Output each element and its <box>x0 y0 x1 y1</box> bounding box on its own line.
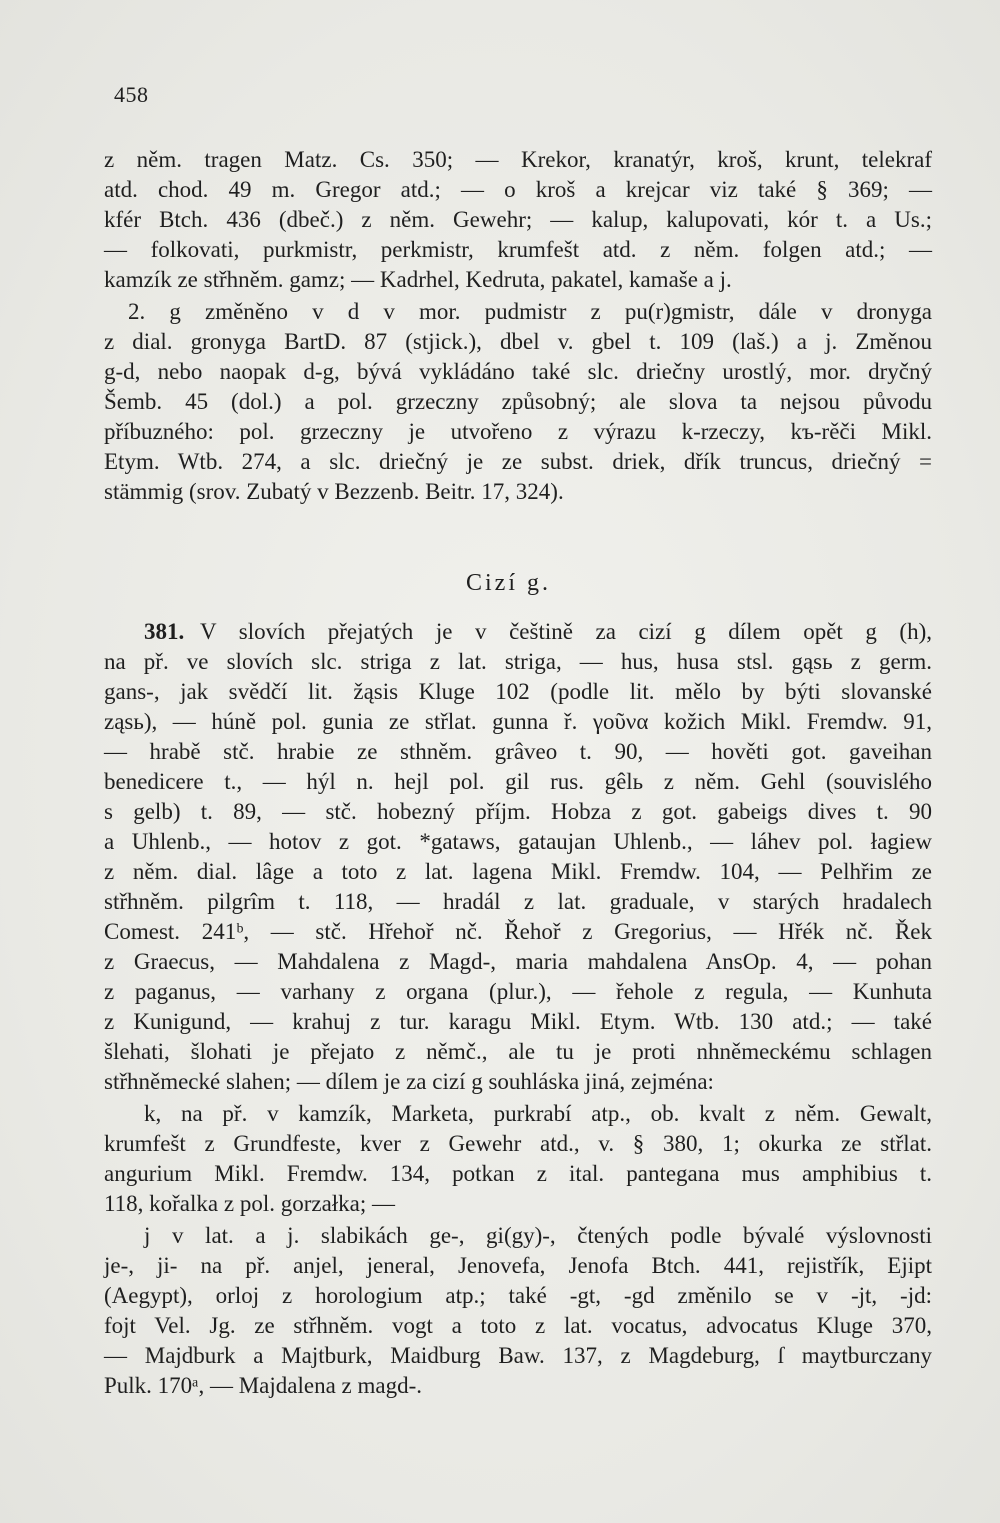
text-line: angurium Mikl. Fremdw. 134, potkan z ital. pantegana mus amphibius t. <box>104 1161 932 1186</box>
text-line: gans-, jak svědčí lit. žąsis Kluge 102 (podle lit. mělo by býti slovanské <box>104 679 932 704</box>
text-line: kamzík ze střhněm. gamz; — Kadrhel, Kedruta, pakatel, kamaše a j. <box>104 267 732 292</box>
text-line: k, na př. v kamzík, Marketa, purkrabí atp., ob. kvalt z něm. Gewalt, <box>144 1101 932 1126</box>
text-line: 118, kořalka z pol. gorzałka; — <box>104 1191 396 1216</box>
text-line: šlehati, šlohati je přejato z němč., ale tu je proti nhněmeckému schlagen <box>104 1039 932 1064</box>
section-heading: Cizí g. <box>466 570 551 596</box>
text-line: s gelb) t. 89, — stč. hobezný příjm. Hobza z got. gabeigs dives t. 90 <box>104 799 932 824</box>
text-line: krumfešt z Grundfeste, kver z Gewehr atd., v. § 380, 1; okurka ze střlat. <box>104 1131 932 1156</box>
text-line: Šemb. 45 (dol.) a pol. grzeczny způsobný; ale slova ta nejsou původu <box>104 389 932 414</box>
text-line: Comest. 241ᵇ, — stč. Hřehoř nč. Řehoř z Gregorius, — Hřék nč. Řek <box>104 919 932 944</box>
text-line: g-d, nebo naopak d-g, bývá vykládáno také slc. driečny urostlý, mor. dryčný <box>104 359 932 384</box>
text-line: z Kunigund, — krahuj z tur. karagu Mikl. Etym. Wtb. 130 atd.; — také <box>104 1009 932 1034</box>
text-line: atd. chod. 49 m. Gregor atd.; — o kroš a krejcar viz také § 369; — <box>104 177 932 202</box>
text-line: z dial. gronyga BartD. 87 (stjick.), dbel v. gbel t. 109 (laš.) a j. Změnou <box>104 329 932 354</box>
text-line: fojt Vel. Jg. ze střhněm. vogt a toto z lat. vocatus, advocatus Kluge 370, <box>104 1313 932 1338</box>
text-line: — Majdburk a Majtburk, Maidburg Baw. 137, z Magdeburg, ſ maytburczany <box>104 1343 932 1368</box>
text-line: střhněm. pilgrîm t. 118, — hradál z lat. graduale, v starých hradalech <box>104 889 932 914</box>
text-line: z paganus, — varhany z organa (plur.), — řehole z regula, — Kunhuta <box>104 979 932 1004</box>
text-line: stämmig (srov. Zubatý v Bezzenb. Beitr. 17, 324). <box>104 479 564 504</box>
text-line: j v lat. a j. slabikách ge-, gi(gy)-, čtených podle bývalé výslovnosti <box>144 1223 932 1248</box>
text-line: z Graecus, — Mahdalena z Magd-, maria mahdalena AnsOp. 4, — pohan <box>104 949 932 974</box>
text-line: kfér Btch. 436 (dbeč.) z něm. Gewehr; — kalup, kalupovati, kór t. a Us.; <box>104 207 932 232</box>
text-line: na př. ve slovích slc. striga z lat. striga, — hus, husa stsl. gąsь z germ. <box>104 649 932 674</box>
text-line: Etym. Wtb. 274, a slc. driečný je ze subst. driek, dřík truncus, driečný = <box>104 449 932 474</box>
text-line: 2. g změněno v d v mor. pudmistr z pu(r)gmistr, dále v dronyga <box>128 299 932 324</box>
text-line: z něm. tragen Matz. Cs. 350; — Krekor, kranatýr, kroš, krunt, telekraf <box>104 147 932 172</box>
text-line: — hrabě stč. hrabie ze sthněm. grâveo t. 90, — hověti got. gaveihan <box>104 739 932 764</box>
page-number: 458 <box>114 82 149 107</box>
text-line: — folkovati, purkmistr, perkmistr, krumfešt atd. z něm. folgen atd.; — <box>104 237 932 262</box>
text-line: střhněmecké slahen; — dílem je za cizí g souhláska jiná, zejména: <box>104 1069 714 1094</box>
text-line: je-, ji- na př. anjel, jeneral, Jenovefa, Jenofa Btch. 441, rejistřík, Ejipt <box>104 1253 932 1278</box>
text-line: příbuzného: pol. grzeczny je utvořeno z výrazu k-rzeczy, kъ-rěči Mikl. <box>104 419 932 444</box>
text-line: V slovích přejatých je v češtině za cizí g dílem opět g (h), <box>200 619 932 644</box>
text-line: (Aegypt), orloj z horologium atp.; také -gt, -gd změnilo se v -jt, -jd: <box>104 1283 932 1308</box>
text-line: ząsь), — húně pol. gunia ze střlat. gunna ř. γοῦνα kožich Mikl. Fremdw. 91, <box>104 709 932 734</box>
section-number: 381. <box>144 619 185 644</box>
text-line: Pulk. 170ᵃ, — Majdalena z magd-. <box>104 1373 423 1398</box>
text-line: a Uhlenb., — hotov z got. *gataws, gataujan Uhlenb., — láhev pol. łagiew <box>104 829 932 854</box>
text-line: benedicere t., — hýl n. hejl pol. gil rus. gêlь z něm. Gehl (souvislého <box>104 769 932 794</box>
text-line: z něm. dial. lâge a toto z lat. lagena Mikl. Fremdw. 104, — Pelhřim ze <box>104 859 932 884</box>
